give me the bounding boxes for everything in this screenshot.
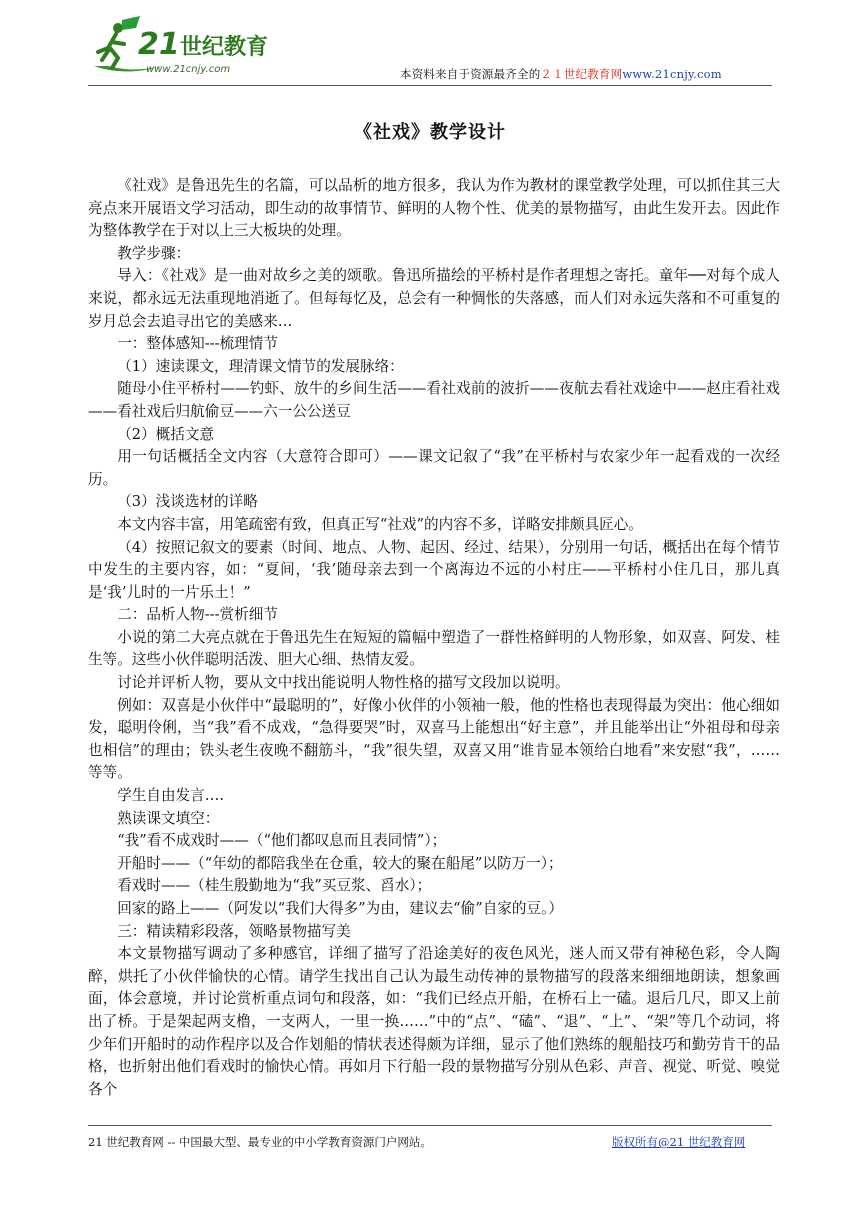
paragraph: 随母小住平桥村——钓虾、放牛的乡间生活——看社戏前的波折——夜航去看社戏途中——赵庄看社戏——看社戏后归航偷豆——六一公公送豆 bbox=[88, 380, 780, 420]
section-heading: 一：整体感知---梳理情节 bbox=[117, 335, 278, 353]
paragraph: 讨论并评析人物，要从文中找出能说明人物性格的描写文段加以说明。 bbox=[117, 674, 570, 692]
footer-divider bbox=[88, 1125, 772, 1126]
fill-in-item: 看戏时——（桂生殷勤地为“我”买豆浆、舀水）； bbox=[117, 877, 432, 895]
paragraph: 本文景物描写调动了多种感官，详细了描写了沿途美好的夜色风光，迷人而又带有神秘色彩，令人陶醉，烘托了小伙伴愉快的心情。请学生找出自己认为最生动传神的景物描写的段落来细细地朗读，想象画面，体会意境，并讨论赏析重点词句和段落，如：“我们已经点开船，在桥石上一磕。退后几尺，即又上前出了桥。于是架起两支橹，一支两人，一里一换……”中的“点”、“磕”、“退”、“上”、“架”等几个动词，将少年们开船时的动作程序以及合作划船的情状表述得颇为详细，显示了他们熟练的舰船技巧和勤劳肯干的品格，也折射出他们看戏时的愉快心情。再如月下行船一段的景物描写分别从色彩、声音、视觉、听觉、嗅觉各个 bbox=[88, 945, 780, 1098]
paragraph: （4）按照记叙文的要素（时间、地点、人物、起因、经过、结果），分别用一句话，概括出在每个情节中发生的主要内容，如：“夏间，‘我’随母亲去到一个离海边不远的小村庄——平桥村小住几日，那儿真是‘我’儿时的一片乐土！” bbox=[88, 538, 780, 601]
document-body bbox=[88, 175, 780, 1101]
footer-site-description: 21 世纪教育网 -- 中国最大型、最专业的中小学教育资源门户网站。 bbox=[88, 1135, 432, 1149]
paragraph: 小说的第二大亮点就在于鲁迅先生在短短的篇幅中塑造了一群性格鲜明的人物形象，如双喜、阿发、桂生等。这些小伙伴聪明活泼、胆大心细、热情友爱。 bbox=[88, 628, 780, 669]
header-note-url[interactable]: www.21cnjy.com bbox=[622, 67, 722, 81]
paragraph: 本文内容丰富，用笔疏密有致，但真正写“社戏”的内容不多，详略安排颇具匠心。 bbox=[117, 515, 643, 533]
page-header bbox=[0, 0, 860, 90]
site-logo[interactable] bbox=[88, 14, 288, 84]
fill-in-item: “我”看不成戏时——（“他们都叹息而且表同情”）； bbox=[117, 832, 447, 850]
header-note-site: ２１世纪教育网 bbox=[540, 67, 623, 81]
fill-in-item: 开船时——（“年幼的都陪我坐在仓重，较大的聚在船尾”以防万一）； bbox=[117, 854, 563, 872]
header-note-text: 本资料来自于资源最齐全的 bbox=[400, 67, 541, 81]
section-heading: 二：品析人物---赏析细节 bbox=[117, 606, 278, 624]
paragraph: 学生自由发言…. bbox=[117, 787, 224, 805]
paragraph: 教学步骤： bbox=[117, 244, 191, 262]
paragraph: 导入：《社戏》是一曲对故乡之美的颂歌。鲁迅所描绘的平桥村是作者理想之寄托。童年──对每个成人来说，都永远无法重现地消逝了。但每每忆及，总会有一种惆怅的失落感，而人们对永远失落和不可重复的岁月总会去追寻出它的美感来… bbox=[88, 267, 780, 330]
fill-in-item: 回家的路上——（阿发以“我们大得多”为由，建议去“偷”自家的豆。） bbox=[117, 900, 563, 917]
paragraph: 熟读课文填空： bbox=[117, 809, 220, 827]
header-source-note bbox=[400, 66, 722, 82]
header-divider bbox=[88, 85, 772, 86]
section-heading: 三：精读精彩段落，领略景物描写美 bbox=[117, 922, 351, 940]
document-title: 《社戏》教学设计 bbox=[354, 122, 506, 143]
paragraph: 《社戏》是鲁迅先生的名篇，可以品析的地方很多，我认为作为教材的课堂教学处理，可以抓住其三大亮点来开展语文学习活动，即生动的故事情节、鲜明的人物个性、优美的景物描写，由此生发开去。因此作为整体教学在于对以上三大板块的处理。 bbox=[88, 177, 780, 240]
runner-logo-icon bbox=[88, 14, 288, 84]
paragraph: 用一句话概括全文内容（大意符合即可）——课文记叙了“我”在平桥村与农家少年一起看戏的一次经历。 bbox=[88, 448, 780, 488]
paragraph: （3）浅谈选材的详略 bbox=[117, 493, 258, 511]
paragraph: （2）概括文意 bbox=[117, 425, 215, 443]
footer-copyright-link[interactable]: 版权所有@21 世纪教育网 bbox=[612, 1135, 746, 1149]
svg-text:世纪教育: 世纪教育 bbox=[180, 35, 269, 60]
svg-text:21: 21 bbox=[138, 27, 180, 62]
paragraph: 例如：双喜是小伙伴中“最聪明的”，好像小伙伴的小领袖一般，他的性格也表现得最为突出：他心细如发，聪明伶俐，当“我”看不成戏，“急得要哭”时，双喜马上能想出“好主意”，并且能举出让“外祖母和母亲也相信”的理由；铁头老生夜晚不翻筋斗，“我”很失望，双喜又用“谁肯显本领给白地看”来安慰“我”，……等等。 bbox=[88, 696, 780, 782]
svg-text:www.21cnjy.com: www.21cnjy.com bbox=[146, 64, 231, 75]
paragraph: （1）速读课文，理清课文情节的发展脉络： bbox=[117, 357, 404, 375]
